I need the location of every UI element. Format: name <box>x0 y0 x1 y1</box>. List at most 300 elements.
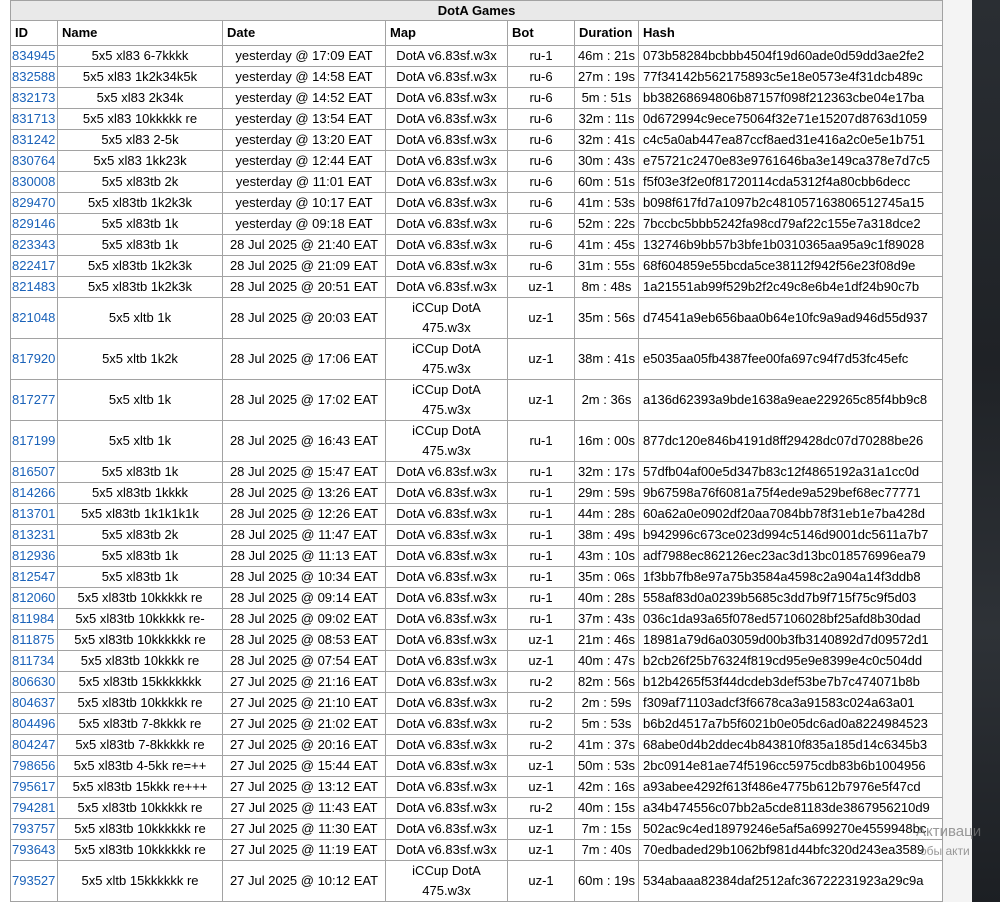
cell-hash: d74541a9eb656baa0b64e10fc9a9ad946d55d937 <box>639 298 943 339</box>
cell-bot: ru-1 <box>508 504 575 525</box>
cell-duration: 35m : 56s <box>575 298 639 339</box>
game-id-link[interactable]: 821483 <box>12 279 56 294</box>
cell-date: 28 Jul 2025 @ 12:26 EAT <box>223 504 386 525</box>
cell-id <box>11 693 58 714</box>
cell-duration: 2m : 59s <box>575 693 639 714</box>
cell-hash: b942996c673ce023d994c5146d9001dc5611a7b7 <box>639 525 943 546</box>
cell-duration: 32m : 41s <box>575 130 639 151</box>
cell-id <box>11 546 58 567</box>
cell-date: 28 Jul 2025 @ 16:43 EAT <box>223 421 386 462</box>
cell-hash: 18981a79d6a03059d00b3fb3140892d7d09572d1 <box>639 630 943 651</box>
cell-bot: uz-1 <box>508 339 575 380</box>
table-row <box>11 256 943 277</box>
table-header-row <box>11 21 943 46</box>
cell-map: DotA v6.83sf.w3x <box>386 693 508 714</box>
game-id-link[interactable]: 793757 <box>12 821 56 836</box>
game-id-link[interactable]: 806630 <box>12 674 56 689</box>
cell-id <box>11 277 58 298</box>
cell-date: 27 Jul 2025 @ 11:43 EAT <box>223 798 386 819</box>
cell-duration: 7m : 40s <box>575 840 639 861</box>
cell-map: DotA v6.83sf.w3x <box>386 819 508 840</box>
cell-duration: 60m : 19s <box>575 861 639 902</box>
cell-bot: ru-1 <box>508 609 575 630</box>
cell-id <box>11 380 58 421</box>
cell-date: 27 Jul 2025 @ 11:19 EAT <box>223 840 386 861</box>
cell-hash: 7bccbc5bbb5242fa98cd79af22c155e7a318dce2 <box>639 214 943 235</box>
cell-hash: b12b4265f53f44dcdeb3def53be7b7c474071b8b <box>639 672 943 693</box>
cell-map: DotA v6.83sf.w3x <box>386 672 508 693</box>
game-id-link[interactable]: 817920 <box>12 351 56 366</box>
cell-map: DotA v6.83sf.w3x <box>386 546 508 567</box>
game-id-link[interactable]: 795617 <box>12 779 56 794</box>
cell-map: DotA v6.83sf.w3x <box>386 214 508 235</box>
cell-bot: ru-2 <box>508 798 575 819</box>
cell-bot: uz-1 <box>508 819 575 840</box>
table-row <box>11 651 943 672</box>
cell-date: 27 Jul 2025 @ 21:16 EAT <box>223 672 386 693</box>
watermark-line-2: обы акти <box>920 844 970 858</box>
cell-date: 27 Jul 2025 @ 21:02 EAT <box>223 714 386 735</box>
table-row <box>11 235 943 256</box>
table-row <box>11 380 943 421</box>
cell-duration: 46m : 21s <box>575 46 639 67</box>
table-row <box>11 109 943 130</box>
cell-bot: ru-2 <box>508 714 575 735</box>
game-id-link[interactable]: 798656 <box>12 758 56 773</box>
table-row <box>11 714 943 735</box>
game-id-link[interactable]: 811875 <box>12 632 55 647</box>
table-row <box>11 130 943 151</box>
cell-duration: 52m : 22s <box>575 214 639 235</box>
table-row <box>11 88 943 109</box>
cell-date: 28 Jul 2025 @ 11:13 EAT <box>223 546 386 567</box>
cell-map: DotA v6.83sf.w3x <box>386 109 508 130</box>
cell-map: DotA v6.83sf.w3x <box>386 567 508 588</box>
cell-map: DotA v6.83sf.w3x <box>386 525 508 546</box>
cell-name: 5x5 xl83 1k2k34k5k <box>58 67 223 88</box>
cell-id <box>11 525 58 546</box>
cell-hash: e5035aa05fb4387fee00fa697c94f7d53fc45efc <box>639 339 943 380</box>
cell-duration: 41m : 37s <box>575 735 639 756</box>
cell-name: 5x5 xl83tb 1kkkk <box>58 483 223 504</box>
table-title: DotA Games <box>11 1 943 21</box>
table-row <box>11 609 943 630</box>
cell-map: DotA v6.83sf.w3x <box>386 483 508 504</box>
cell-name: 5x5 xl83tb 10kkkkkk re <box>58 630 223 651</box>
cell-date: 27 Jul 2025 @ 21:10 EAT <box>223 693 386 714</box>
column-header-date: Date <box>223 21 386 46</box>
cell-name: 5x5 xl83 2-5k <box>58 130 223 151</box>
game-id-link[interactable]: 831242 <box>12 132 56 147</box>
game-id-link[interactable]: 812547 <box>12 569 56 584</box>
cell-name: 5x5 xl83tb 10kkkkkk re <box>58 840 223 861</box>
cell-duration: 43m : 10s <box>575 546 639 567</box>
cell-name: 5x5 xl83tb 7-8kkkk re <box>58 714 223 735</box>
cell-map: DotA v6.83sf.w3x <box>386 462 508 483</box>
cell-date: 28 Jul 2025 @ 17:02 EAT <box>223 380 386 421</box>
cell-map: iCCup DotA 475.w3x <box>386 421 508 462</box>
cell-date: yesterday @ 13:54 EAT <box>223 109 386 130</box>
cell-hash: f5f03e3f2e0f81720114cda5312f4a80cbb6decc <box>639 172 943 193</box>
cell-name: 5x5 xl83tb 1k <box>58 462 223 483</box>
cell-map: DotA v6.83sf.w3x <box>386 151 508 172</box>
cell-date: 28 Jul 2025 @ 20:03 EAT <box>223 298 386 339</box>
cell-bot: uz-1 <box>508 277 575 298</box>
cell-date: 27 Jul 2025 @ 13:12 EAT <box>223 777 386 798</box>
cell-map: DotA v6.83sf.w3x <box>386 840 508 861</box>
cell-date: 28 Jul 2025 @ 08:53 EAT <box>223 630 386 651</box>
cell-hash: f309af71103adcf3f6678ca3a91583c024a63a01 <box>639 693 943 714</box>
table-row <box>11 504 943 525</box>
cell-name: 5x5 xl83tb 7-8kkkkk re <box>58 735 223 756</box>
cell-map: DotA v6.83sf.w3x <box>386 651 508 672</box>
cell-date: 28 Jul 2025 @ 17:06 EAT <box>223 339 386 380</box>
game-id-link[interactable]: 793527 <box>12 873 56 888</box>
table-row <box>11 630 943 651</box>
cell-duration: 40m : 28s <box>575 588 639 609</box>
game-id-link[interactable]: 830764 <box>12 153 56 168</box>
column-header-duration: Duration <box>575 21 639 46</box>
table-row <box>11 214 943 235</box>
table-row <box>11 567 943 588</box>
cell-date: 28 Jul 2025 @ 10:34 EAT <box>223 567 386 588</box>
cell-hash: b2cb26f25b76324f819cd95e9e8399e4c0c504dd <box>639 651 943 672</box>
cell-duration: 31m : 55s <box>575 256 639 277</box>
game-id-link[interactable]: 813701 <box>12 506 56 521</box>
cell-name: 5x5 xl83tb 4-5kk re=++ <box>58 756 223 777</box>
cell-name: 5x5 xl83tb 10kkkkkk re <box>58 819 223 840</box>
cell-bot: ru-6 <box>508 193 575 214</box>
column-header-hash: Hash <box>639 21 943 46</box>
game-id-link[interactable]: 812936 <box>12 548 56 563</box>
cell-map: DotA v6.83sf.w3x <box>386 777 508 798</box>
cell-id <box>11 46 58 67</box>
cell-map: DotA v6.83sf.w3x <box>386 130 508 151</box>
cell-hash: 77f34142b562175893c5e18e0573e4f31dcb489c <box>639 67 943 88</box>
cell-date: 28 Jul 2025 @ 13:26 EAT <box>223 483 386 504</box>
game-id-link[interactable]: 804496 <box>12 716 56 731</box>
cell-name: 5x5 xl83tb 2k <box>58 525 223 546</box>
cell-date: yesterday @ 14:52 EAT <box>223 88 386 109</box>
cell-bot: ru-6 <box>508 172 575 193</box>
cell-date: yesterday @ 11:01 EAT <box>223 172 386 193</box>
cell-name: 5x5 xl83tb 10kkkkk re <box>58 588 223 609</box>
cell-bot: ru-1 <box>508 588 575 609</box>
table-body <box>11 46 943 902</box>
table-row <box>11 819 943 840</box>
cell-date: 27 Jul 2025 @ 10:12 EAT <box>223 861 386 902</box>
cell-id <box>11 339 58 380</box>
cell-name: 5x5 xl83tb 2k <box>58 172 223 193</box>
cell-bot: ru-2 <box>508 672 575 693</box>
cell-date: 27 Jul 2025 @ 11:30 EAT <box>223 819 386 840</box>
cell-name: 5x5 xl83 10kkkkk re <box>58 109 223 130</box>
cell-id <box>11 130 58 151</box>
cell-duration: 7m : 15s <box>575 819 639 840</box>
cell-duration: 30m : 43s <box>575 151 639 172</box>
cell-id <box>11 172 58 193</box>
game-id-link[interactable]: 817199 <box>12 433 56 448</box>
cell-date: 28 Jul 2025 @ 11:47 EAT <box>223 525 386 546</box>
table-row <box>11 193 943 214</box>
cell-duration: 5m : 51s <box>575 88 639 109</box>
cell-bot: uz-1 <box>508 777 575 798</box>
cell-id <box>11 588 58 609</box>
cell-id <box>11 777 58 798</box>
cell-duration: 41m : 53s <box>575 193 639 214</box>
cell-map: DotA v6.83sf.w3x <box>386 630 508 651</box>
cell-duration: 8m : 48s <box>575 277 639 298</box>
game-id-link[interactable]: 804247 <box>12 737 56 752</box>
cell-map: iCCup DotA 475.w3x <box>386 339 508 380</box>
game-id-link[interactable]: 811734 <box>12 653 55 668</box>
cell-hash: 036c1da93a65f078ed57106028bf25afd8b30dad <box>639 609 943 630</box>
column-header-id: ID <box>11 21 58 46</box>
game-id-link[interactable]: 813231 <box>12 527 56 542</box>
cell-hash: adf7988ec862126ec23ac3d13bc018576996ea79 <box>639 546 943 567</box>
cell-bot: uz-1 <box>508 298 575 339</box>
cell-name: 5x5 xltb 15kkkkkk re <box>58 861 223 902</box>
cell-id <box>11 256 58 277</box>
cell-bot: ru-2 <box>508 693 575 714</box>
cell-map: DotA v6.83sf.w3x <box>386 609 508 630</box>
dota-games-table <box>10 0 943 902</box>
table-row <box>11 277 943 298</box>
cell-duration: 38m : 49s <box>575 525 639 546</box>
cell-duration: 2m : 36s <box>575 380 639 421</box>
cell-duration: 42m : 16s <box>575 777 639 798</box>
cell-date: yesterday @ 13:20 EAT <box>223 130 386 151</box>
cell-bot: ru-6 <box>508 214 575 235</box>
cell-id <box>11 214 58 235</box>
table-row <box>11 525 943 546</box>
cell-date: 28 Jul 2025 @ 09:02 EAT <box>223 609 386 630</box>
cell-id <box>11 462 58 483</box>
cell-id <box>11 151 58 172</box>
cell-bot: ru-6 <box>508 256 575 277</box>
cell-name: 5x5 xl83tb 10kkkk re <box>58 651 223 672</box>
cell-bot: ru-6 <box>508 109 575 130</box>
cell-id <box>11 840 58 861</box>
cell-bot: ru-1 <box>508 525 575 546</box>
game-id-link[interactable]: 811984 <box>12 611 55 626</box>
cell-map: DotA v6.83sf.w3x <box>386 193 508 214</box>
cell-name: 5x5 xltb 1k <box>58 421 223 462</box>
cell-name: 5x5 xl83tb 1k <box>58 546 223 567</box>
game-id-link[interactable]: 829146 <box>12 216 56 231</box>
cell-bot: uz-1 <box>508 840 575 861</box>
cell-bot: uz-1 <box>508 380 575 421</box>
cell-map: DotA v6.83sf.w3x <box>386 46 508 67</box>
background-image-edge <box>972 0 1000 902</box>
column-header-map: Map <box>386 21 508 46</box>
cell-hash: 1f3bb7fb8e97a75b3584a4598c2a904a14f3ddb8 <box>639 567 943 588</box>
cell-id <box>11 609 58 630</box>
cell-id <box>11 235 58 256</box>
cell-bot: ru-6 <box>508 67 575 88</box>
cell-hash: a136d62393a9bde1638a9eae229265c85f4bb9c8 <box>639 380 943 421</box>
cell-duration: 21m : 46s <box>575 630 639 651</box>
watermark-line-1: Активаци <box>916 823 982 840</box>
cell-bot: ru-2 <box>508 735 575 756</box>
game-id-link[interactable]: 812060 <box>12 590 56 605</box>
game-id-link[interactable]: 823343 <box>12 237 56 252</box>
cell-name: 5x5 xl83tb 10kkkkk re <box>58 798 223 819</box>
cell-map: DotA v6.83sf.w3x <box>386 504 508 525</box>
cell-bot: uz-1 <box>508 861 575 902</box>
game-id-link[interactable]: 831713 <box>12 111 56 126</box>
cell-name: 5x5 xl83tb 1k1k1k1k <box>58 504 223 525</box>
cell-duration: 40m : 15s <box>575 798 639 819</box>
cell-duration: 44m : 28s <box>575 504 639 525</box>
cell-hash: a93abee4292f613f486e4775b612b7976e5f47cd <box>639 777 943 798</box>
cell-name: 5x5 xl83tb 1k2k3k <box>58 193 223 214</box>
cell-name: 5x5 xl83 1kk23k <box>58 151 223 172</box>
cell-hash: 502ac9c4ed18979246e5af5a699270e4559948bc <box>639 819 943 840</box>
table-row <box>11 798 943 819</box>
cell-date: 27 Jul 2025 @ 15:44 EAT <box>223 756 386 777</box>
cell-hash: c4c5a0ab447ea87ccf8aed31e416a2c0e5e1b751 <box>639 130 943 151</box>
column-header-name: Name <box>58 21 223 46</box>
cell-name: 5x5 xl83tb 15kkkkkkk <box>58 672 223 693</box>
cell-hash: 60a62a0e0902df20aa7084bb78f31eb1e7ba428d <box>639 504 943 525</box>
cell-duration: 29m : 59s <box>575 483 639 504</box>
cell-date: 28 Jul 2025 @ 09:14 EAT <box>223 588 386 609</box>
cell-id <box>11 798 58 819</box>
game-id-link[interactable]: 822417 <box>12 258 56 273</box>
cell-id <box>11 735 58 756</box>
cell-id <box>11 298 58 339</box>
cell-map: DotA v6.83sf.w3x <box>386 256 508 277</box>
cell-date: yesterday @ 17:09 EAT <box>223 46 386 67</box>
table-row <box>11 735 943 756</box>
cell-map: DotA v6.83sf.w3x <box>386 798 508 819</box>
cell-hash: 68f604859e55bcda5ce38112f942f56e23f08d9e <box>639 256 943 277</box>
game-id-link[interactable]: 821048 <box>12 310 56 325</box>
cell-name: 5x5 xl83tb 15kkk re+++ <box>58 777 223 798</box>
table-row <box>11 840 943 861</box>
cell-id <box>11 88 58 109</box>
cell-id <box>11 483 58 504</box>
cell-map: DotA v6.83sf.w3x <box>386 67 508 88</box>
column-header-bot: Bot <box>508 21 575 46</box>
table-row <box>11 588 943 609</box>
game-id-link[interactable]: 834945 <box>12 48 56 63</box>
cell-name: 5x5 xl83 2k34k <box>58 88 223 109</box>
cell-map: DotA v6.83sf.w3x <box>386 277 508 298</box>
cell-bot: ru-1 <box>508 483 575 504</box>
table-row <box>11 46 943 67</box>
cell-hash: 2bc0914e81ae74f5196cc5975cdb83b6b1004956 <box>639 756 943 777</box>
cell-id <box>11 567 58 588</box>
cell-bot: ru-1 <box>508 546 575 567</box>
cell-name: 5x5 xl83tb 1k2k3k <box>58 256 223 277</box>
cell-bot: ru-6 <box>508 130 575 151</box>
cell-date: 28 Jul 2025 @ 21:09 EAT <box>223 256 386 277</box>
game-id-link[interactable]: 829470 <box>12 195 56 210</box>
game-id-link[interactable]: 832588 <box>12 69 56 84</box>
cell-hash: 534abaaa82384daf2512afc36722231923a29c9a <box>639 861 943 902</box>
cell-duration: 16m : 00s <box>575 421 639 462</box>
cell-duration: 60m : 51s <box>575 172 639 193</box>
cell-bot: uz-1 <box>508 630 575 651</box>
cell-hash: 877dc120e846b4191d8ff29428dc07d70288be26 <box>639 421 943 462</box>
table-row <box>11 172 943 193</box>
cell-duration: 32m : 11s <box>575 109 639 130</box>
cell-hash: 70edbaded29b1062bf981d44bfc320d243ea3589 <box>639 840 943 861</box>
cell-hash: a34b474556c07bb2a5cde81183de3867956210d9 <box>639 798 943 819</box>
cell-date: yesterday @ 10:17 EAT <box>223 193 386 214</box>
cell-id <box>11 109 58 130</box>
cell-id <box>11 819 58 840</box>
cell-name: 5x5 xltb 1k2k <box>58 339 223 380</box>
cell-hash: e75721c2470e83e9761646ba3e149ca378e7d7c5 <box>639 151 943 172</box>
table-row <box>11 672 943 693</box>
cell-name: 5x5 xl83tb 10kkkkk re- <box>58 609 223 630</box>
cell-bot: ru-6 <box>508 235 575 256</box>
cell-id <box>11 193 58 214</box>
cell-duration: 35m : 06s <box>575 567 639 588</box>
cell-duration: 32m : 17s <box>575 462 639 483</box>
cell-map: DotA v6.83sf.w3x <box>386 588 508 609</box>
cell-date: 27 Jul 2025 @ 20:16 EAT <box>223 735 386 756</box>
cell-date: 28 Jul 2025 @ 07:54 EAT <box>223 651 386 672</box>
cell-id <box>11 630 58 651</box>
game-id-link[interactable]: 832173 <box>12 90 56 105</box>
cell-id <box>11 756 58 777</box>
cell-id <box>11 504 58 525</box>
cell-hash: 9b67598a76f6081a75f4ede9a529bef68ec77771 <box>639 483 943 504</box>
game-id-link[interactable]: 814266 <box>12 485 56 500</box>
cell-date: 28 Jul 2025 @ 20:51 EAT <box>223 277 386 298</box>
cell-bot: uz-1 <box>508 756 575 777</box>
cell-map: DotA v6.83sf.w3x <box>386 756 508 777</box>
cell-name: 5x5 xl83tb 1k <box>58 214 223 235</box>
cell-map: DotA v6.83sf.w3x <box>386 88 508 109</box>
cell-id <box>11 651 58 672</box>
cell-duration: 82m : 56s <box>575 672 639 693</box>
cell-map: iCCup DotA 475.w3x <box>386 861 508 902</box>
cell-duration: 38m : 41s <box>575 339 639 380</box>
game-id-link[interactable]: 804637 <box>12 695 56 710</box>
cell-map: iCCup DotA 475.w3x <box>386 380 508 421</box>
game-id-link[interactable]: 830008 <box>12 174 56 189</box>
table-row <box>11 546 943 567</box>
cell-hash: b098f617fd7a1097b2c481057163806512745a15 <box>639 193 943 214</box>
game-id-link[interactable]: 817277 <box>12 392 56 407</box>
cell-hash: 073b58284bcbbb4504f19d60ade0d59dd3ae2fe2 <box>639 46 943 67</box>
cell-map: iCCup DotA 475.w3x <box>386 298 508 339</box>
cell-duration: 40m : 47s <box>575 651 639 672</box>
table-row <box>11 861 943 902</box>
cell-duration: 37m : 43s <box>575 609 639 630</box>
cell-id <box>11 714 58 735</box>
cell-id <box>11 861 58 902</box>
game-id-link[interactable]: 816507 <box>12 464 56 479</box>
table-row <box>11 756 943 777</box>
cell-date: yesterday @ 12:44 EAT <box>223 151 386 172</box>
cell-date: yesterday @ 09:18 EAT <box>223 214 386 235</box>
cell-hash: 68abe0d4b2ddec4b843810f835a185d14c6345b3 <box>639 735 943 756</box>
cell-name: 5x5 xl83 6-7kkkk <box>58 46 223 67</box>
game-id-link[interactable]: 794281 <box>12 800 56 815</box>
game-id-link[interactable]: 793643 <box>12 842 56 857</box>
cell-hash: 0d672994c9ece75064f32e71e15207d8763d1059 <box>639 109 943 130</box>
cell-id <box>11 672 58 693</box>
table-row <box>11 339 943 380</box>
cell-map: DotA v6.83sf.w3x <box>386 235 508 256</box>
table-row <box>11 421 943 462</box>
